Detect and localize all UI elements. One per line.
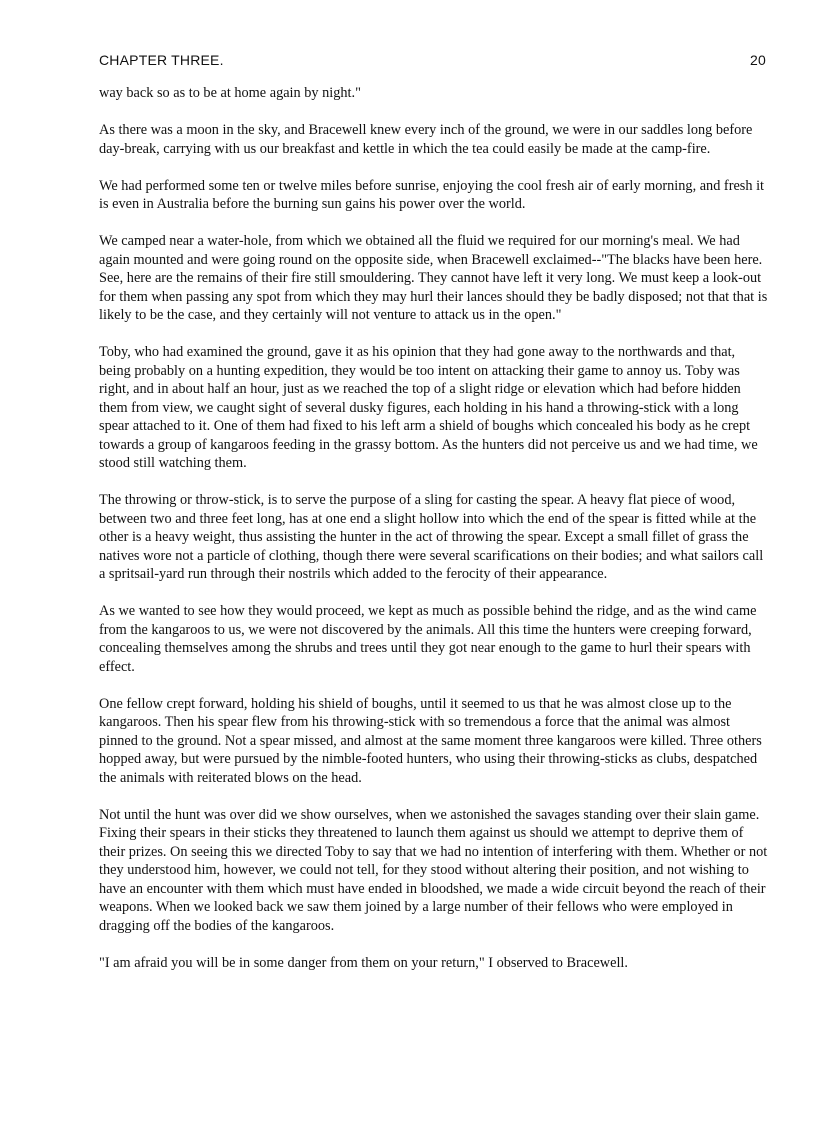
paragraph: Not until the hunt was over did we show ourselves, when we astonished the savages standing over their slain game. Fixing their spears in their sticks they threatened to launch them against us should we attempt to deprive them of their prizes. On seeing this we directed Toby to say that we had no intention of interfering with them. Whether or not they understood him, however, we could not tell, for they stood without altering their position, and not wishing to have an encounter with them which must have ended in bloodshed, we made a wide circuit beyond the reach of their weapons. When we looked back we saw them joined by a large number of their fellows who were employed in dragging off the bodies of the kangaroos. (99, 806, 768, 934)
page-number: 20 (750, 52, 766, 68)
paragraph: Toby, who had examined the ground, gave it as his opinion that they had gone away to the northwards and that, being probably on a hunting expedition, they would be too intent on attacking their game to annoy us. Toby was right, and in about half an hour, just as we reached the top of a slight ridge or elevation which had before hidden them from view, we caught sight of several dusky figures, each holding in his hand a throwing-stick with a long spear attached to it. One of them had fixed to his left arm a shield of boughs which concealed his body as he crept towards a group of kangaroos feeding in the grassy bottom. As the hunters did not perceive us and we had time, we stood still watching them. (99, 344, 758, 471)
paragraph: "I am afraid you will be in some danger from them on your return," I observed to Bracewell. (99, 954, 628, 971)
paragraph: As we wanted to see how they would proceed, we kept as much as possible behind the ridge, and as the wind came from the kangaroos to us, we were not discovered by the animals. All this time the hunters were creeping forward, concealing themselves among the shrubs and trees until they got near enough to the game to hurl their spears with effect. (99, 603, 757, 675)
chapter-title: CHAPTER THREE. (99, 52, 224, 68)
paragraph: The throwing or throw-stick, is to serve the purpose of a sling for casting the spear. A heavy flat piece of wood, between two and three feet long, has at one end a slight hollow into which the end of the spear is fitted while at the other is a heavy weight, thus assisting the hunter in the act of throwing the spear. Except a small fillet of grass the natives wore not a particle of clothing, though there were several scarifications on their bodies; and what sailors call a spritsail-yard run through their nostrils which added to the ferocity of their appearance. (99, 492, 764, 582)
paragraph: We camped near a water-hole, from which we obtained all the fluid we required for our morning's meal. We had again mounted and were going round on the opposite side, when Bracewell exclaimed--"The blacks have been here. See, here are the remains of their fire still smouldering. They cannot have left it very long. We must keep a look-out for them when passing any spot from which they may hurl their lances should they be badly disposed; not that that is likely to be the case, and they certainly will not venture to attack us in the open." (99, 233, 768, 323)
paragraph: We had performed some ten or twelve miles before sunrise, enjoying the cool fresh air of early morning, and fresh it is even in Australia before the burning sun gains his power over the world. (99, 177, 765, 212)
paragraph: As there was a moon in the sky, and Bracewell knew every inch of the ground, we were in our saddles long before day-break, carrying with us our breakfast and kettle in which the tea could easily be made at the camp-fire. (99, 122, 753, 157)
page-header (99, 52, 766, 72)
body-text (99, 84, 769, 991)
paragraph: way back so as to be at home again by night." (99, 85, 361, 101)
paragraph: One fellow crept forward, holding his shield of boughs, until it seemed to us that he was almost close up to the kangaroos. Then his spear flew from his throwing-stick with so tremendous a force that the animal was almost pinned to the ground. Not a spear missed, and almost at the same moment three kangaroos were killed. Three others hopped away, but were pursued by the nimble-footed hunters, who using their throwing-sticks as clubs, despatched the animals with reiterated blows on the head. (99, 695, 762, 786)
